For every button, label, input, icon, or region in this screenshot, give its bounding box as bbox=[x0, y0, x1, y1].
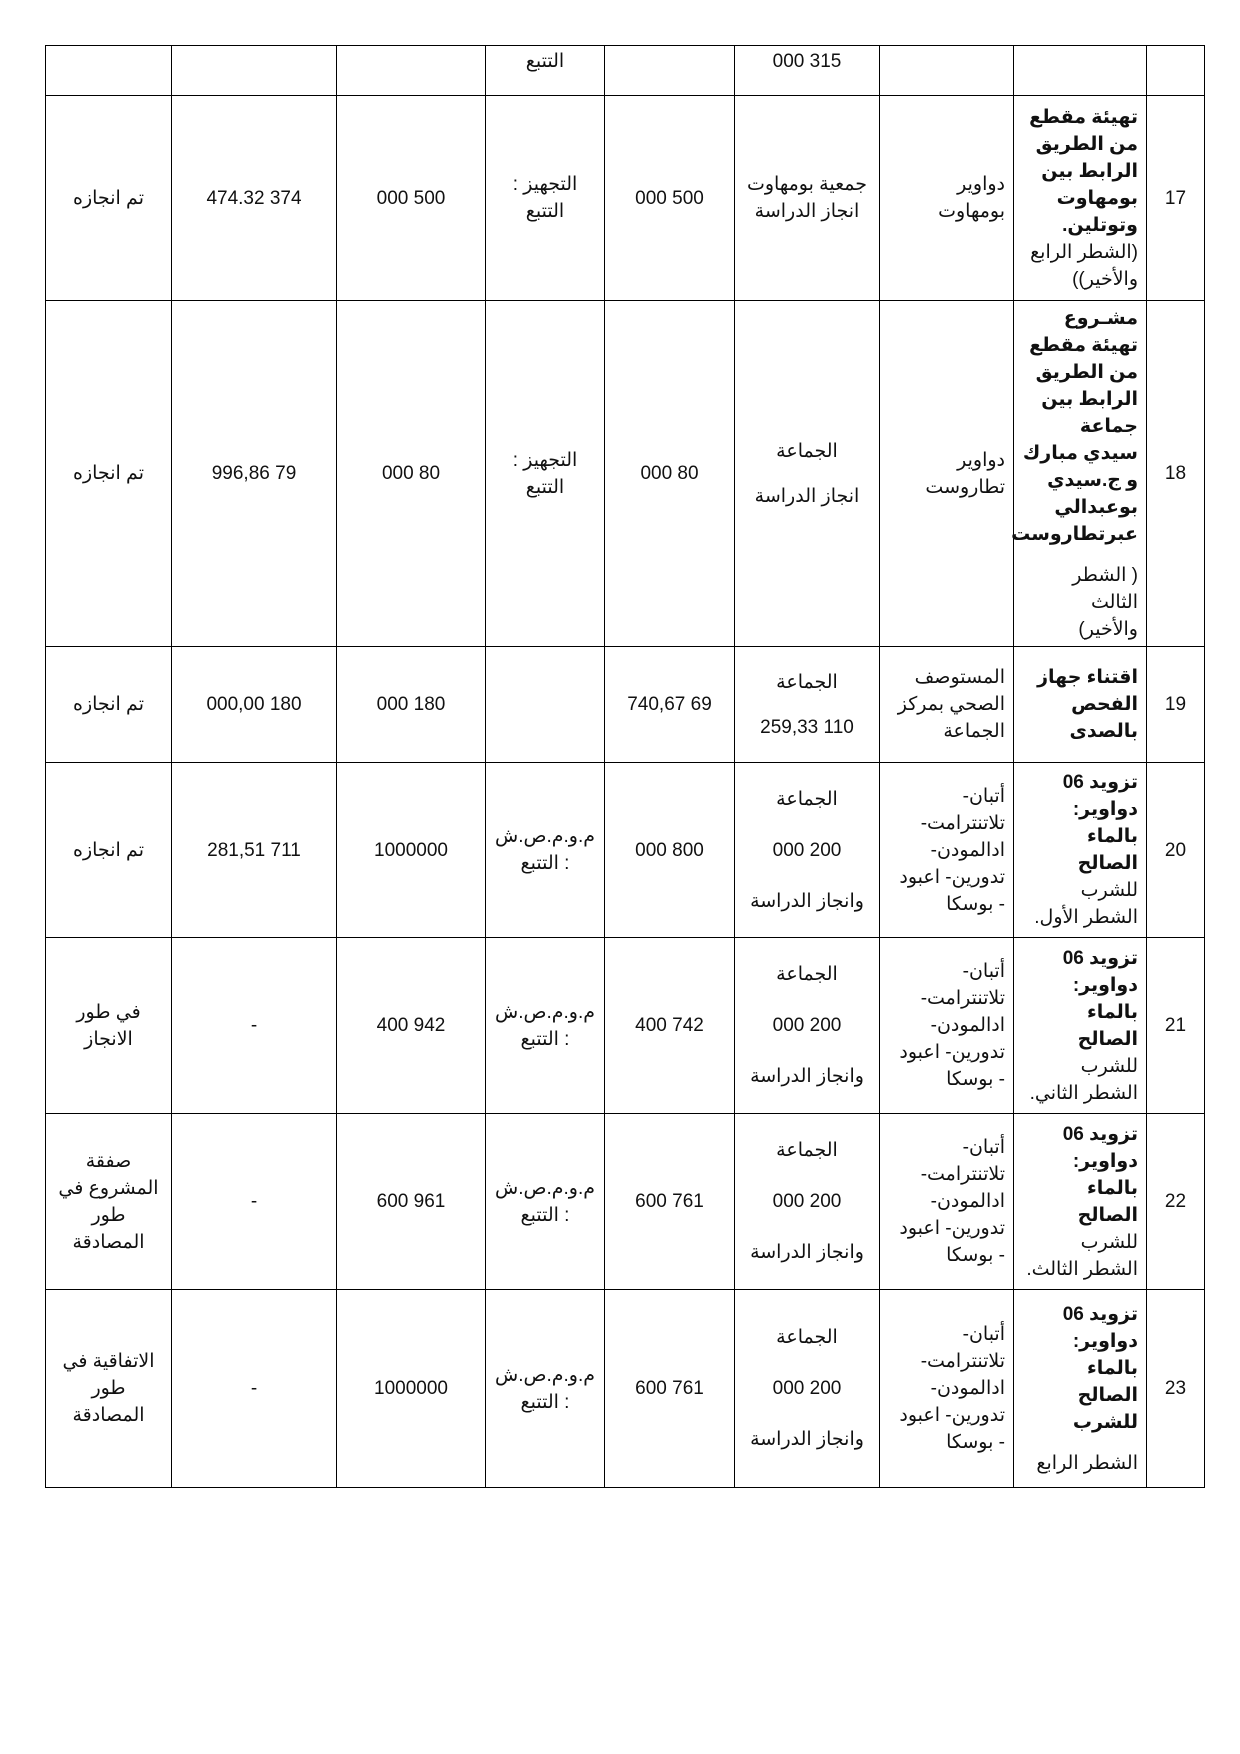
spent-cell bbox=[172, 46, 337, 96]
status-cell: تم انجازه bbox=[46, 96, 172, 301]
project-note: للشرب الشطر الأول. bbox=[1034, 880, 1138, 928]
total-cost-cell bbox=[337, 46, 486, 96]
funding-line: وانجاز الدراسة bbox=[750, 1242, 864, 1263]
total-cost-cell: 1000000 bbox=[337, 763, 486, 938]
source-cell bbox=[486, 647, 605, 763]
project-note: للشرب الشطر الثاني. bbox=[1029, 1055, 1138, 1104]
source-cell bbox=[486, 96, 605, 301]
funding-cell bbox=[735, 1114, 880, 1290]
amount-cell: 761 600 bbox=[605, 1114, 735, 1290]
project-title: تهيئة مقطع من الطريق الرابط بين بومهاوت وتوتلين. bbox=[1029, 106, 1138, 236]
spent-cell: - bbox=[172, 1114, 337, 1290]
location-text: أتبان- تلاتنترامت- ادالمودن- تدورين- اعبود - بوسكا bbox=[899, 1137, 1005, 1266]
location-text: دواوير تطاروست bbox=[925, 449, 1005, 498]
location-cell bbox=[880, 46, 1014, 96]
location-text: المستوصف الصحي بمركز الجماعة bbox=[897, 667, 1005, 742]
status-cell: تم انجازه bbox=[46, 763, 172, 938]
funding-cell bbox=[735, 301, 880, 647]
source-text: التتبع bbox=[525, 51, 565, 72]
location-cell bbox=[880, 763, 1014, 938]
project-cell bbox=[1014, 763, 1147, 938]
funding-line: الجماعة bbox=[776, 1140, 838, 1161]
spent-cell: 374 474.32 bbox=[172, 96, 337, 301]
funding-line: 200 000 bbox=[772, 1378, 842, 1399]
amount-cell: 742 400 bbox=[605, 938, 735, 1114]
project-note: ( الشطر الثالث والأخير) bbox=[1072, 564, 1138, 640]
project-title: اقتناء جهاز الفحص بالصدى bbox=[1037, 667, 1138, 742]
funding-cell bbox=[735, 647, 880, 763]
funding-line: وانجاز الدراسة bbox=[750, 1066, 864, 1087]
location-cell bbox=[880, 96, 1014, 301]
source-text: م.و.م.ص.ش : التتبع bbox=[495, 826, 595, 874]
funding-cell bbox=[735, 763, 880, 938]
project-title: مشـروع تهيئة مقطع من الطريق الرابط بين جماعة سيدي مبارك و ج.سيدي بوعبدالي عبرتطاروست bbox=[1011, 307, 1138, 545]
total-cost-cell: 1000000 bbox=[337, 1290, 486, 1488]
funding-line: الجماعة bbox=[776, 964, 838, 985]
source-text: م.و.م.ص.ش : التتبع bbox=[495, 1364, 595, 1413]
project-title: تزويد 06 دواوير: بالماء الصالح للشرب bbox=[1062, 1303, 1138, 1433]
source-cell bbox=[486, 1290, 605, 1488]
funding-line: الجماعة bbox=[776, 671, 838, 693]
table-row bbox=[46, 647, 1205, 763]
status-cell bbox=[46, 46, 172, 96]
funding-line: الجماعة bbox=[776, 1327, 838, 1348]
funding-value: 315 000 bbox=[772, 51, 842, 72]
project-cell bbox=[1011, 301, 1147, 647]
funding-line: 110 259,33 bbox=[760, 716, 854, 738]
status-cell: تم انجازه bbox=[46, 301, 172, 647]
source-cell bbox=[486, 46, 605, 96]
project-note: للشرب الشطر الثالث. bbox=[1026, 1231, 1138, 1280]
funding-line: 200 000 bbox=[772, 1191, 842, 1212]
funding-line: 200 000 bbox=[772, 839, 842, 861]
location-cell bbox=[880, 647, 1014, 763]
total-cost-cell: 180 000 bbox=[337, 647, 486, 763]
project-title: تزويد 06 دواوير: بالماء الصالح bbox=[1062, 947, 1138, 1050]
table-row bbox=[46, 301, 1205, 647]
funding-text: جمعية بومهاوت انجاز الدراسة bbox=[747, 174, 867, 222]
table-row bbox=[46, 1290, 1205, 1488]
row-number: 23 bbox=[1147, 1290, 1205, 1488]
project-cell bbox=[1014, 96, 1147, 301]
source-text: التجهيز : التتبع bbox=[512, 174, 578, 222]
source-cell bbox=[486, 938, 605, 1114]
amount-cell: 80 000 bbox=[605, 301, 735, 647]
funding-cell bbox=[735, 1290, 880, 1488]
funding-line: الجماعة bbox=[776, 440, 838, 462]
spent-cell: 79 996,86 bbox=[172, 301, 337, 647]
funding-cell bbox=[735, 46, 880, 96]
total-cost-cell: 500 000 bbox=[337, 96, 486, 301]
amount-cell: 800 000 bbox=[605, 763, 735, 938]
table-row bbox=[46, 763, 1205, 938]
total-cost-cell: 80 000 bbox=[337, 301, 486, 647]
status-cell: تم انجازه bbox=[46, 647, 172, 763]
source-cell bbox=[486, 1114, 605, 1290]
location-text: أتبان- تلاتنترامت- ادالمودن- تدورين- اعبود - بوسكا bbox=[899, 785, 1005, 915]
projects-table bbox=[45, 45, 1205, 1488]
amount-cell: 69 740,67 bbox=[605, 647, 735, 763]
spent-cell: 180 000,00 bbox=[172, 647, 337, 763]
table-row bbox=[46, 46, 1205, 96]
project-title: تزويد 06 دواوير: بالماء الصالح bbox=[1062, 772, 1138, 874]
table-row bbox=[46, 938, 1205, 1114]
funding-cell bbox=[735, 96, 880, 301]
status-text: صفقة المشروع في طور المصادقة bbox=[58, 1150, 159, 1253]
row-number bbox=[1147, 46, 1205, 96]
amount-cell bbox=[605, 46, 735, 96]
table-row bbox=[46, 96, 1205, 301]
project-note: الشطر الرابع bbox=[1036, 1452, 1138, 1474]
funding-line: وانجاز الدراسة bbox=[750, 890, 864, 912]
total-cost-cell: 961 600 bbox=[337, 1114, 486, 1290]
source-cell bbox=[486, 301, 605, 647]
location-cell bbox=[880, 301, 1014, 647]
funding-line: 200 000 bbox=[772, 1015, 842, 1036]
funding-line: انجاز الدراسة bbox=[754, 485, 860, 507]
status-cell bbox=[46, 1290, 172, 1488]
location-cell bbox=[880, 1290, 1014, 1488]
status-text: في طور الانجاز bbox=[76, 1001, 141, 1050]
total-cost-cell: 942 400 bbox=[337, 938, 486, 1114]
amount-cell: 500 000 bbox=[605, 96, 735, 301]
funding-line: الجماعة bbox=[776, 788, 838, 810]
project-title: تزويد 06 دواوير: بالماء الصالح bbox=[1062, 1123, 1138, 1226]
location-cell bbox=[880, 1114, 1014, 1290]
spent-cell: - bbox=[172, 938, 337, 1114]
project-note: (الشطر الرابع والأخير)) bbox=[1030, 241, 1138, 290]
status-cell bbox=[46, 1114, 172, 1290]
row-number: 21 bbox=[1147, 938, 1205, 1114]
row-number: 20 bbox=[1147, 763, 1205, 938]
spent-cell: 711 281,51 bbox=[172, 763, 337, 938]
funding-cell bbox=[735, 938, 880, 1114]
amount-cell: 761 600 bbox=[605, 1290, 735, 1488]
row-number: 19 bbox=[1147, 647, 1205, 763]
spent-cell: - bbox=[172, 1290, 337, 1488]
row-number: 22 bbox=[1147, 1114, 1205, 1290]
location-text: أتبان- تلاتنترامت- ادالمودن- تدورين- اعبود - بوسكا bbox=[899, 961, 1005, 1090]
row-number: 18 bbox=[1147, 301, 1205, 647]
status-cell bbox=[46, 938, 172, 1114]
location-cell bbox=[880, 938, 1014, 1114]
project-cell bbox=[1014, 46, 1147, 96]
source-cell bbox=[486, 763, 605, 938]
project-cell bbox=[1014, 1290, 1147, 1488]
source-text: التجهيز : التتبع bbox=[512, 449, 578, 498]
funding-line: وانجاز الدراسة bbox=[750, 1429, 864, 1450]
table-row bbox=[46, 1114, 1205, 1290]
location-text: دواوير بومهاوت bbox=[938, 174, 1005, 222]
project-cell bbox=[1014, 938, 1147, 1114]
project-cell bbox=[1014, 647, 1147, 763]
row-number: 17 bbox=[1147, 96, 1205, 301]
source-text: م.و.م.ص.ش : التتبع bbox=[495, 1001, 595, 1050]
project-cell bbox=[1014, 1114, 1147, 1290]
source-text: م.و.م.ص.ش : التتبع bbox=[495, 1177, 595, 1226]
status-text: الاتفاقية في طور المصادقة bbox=[62, 1351, 155, 1426]
location-text: أتبان- تلاتنترامت- ادالمودن- تدورين- اعبود - بوسكا bbox=[899, 1324, 1005, 1453]
